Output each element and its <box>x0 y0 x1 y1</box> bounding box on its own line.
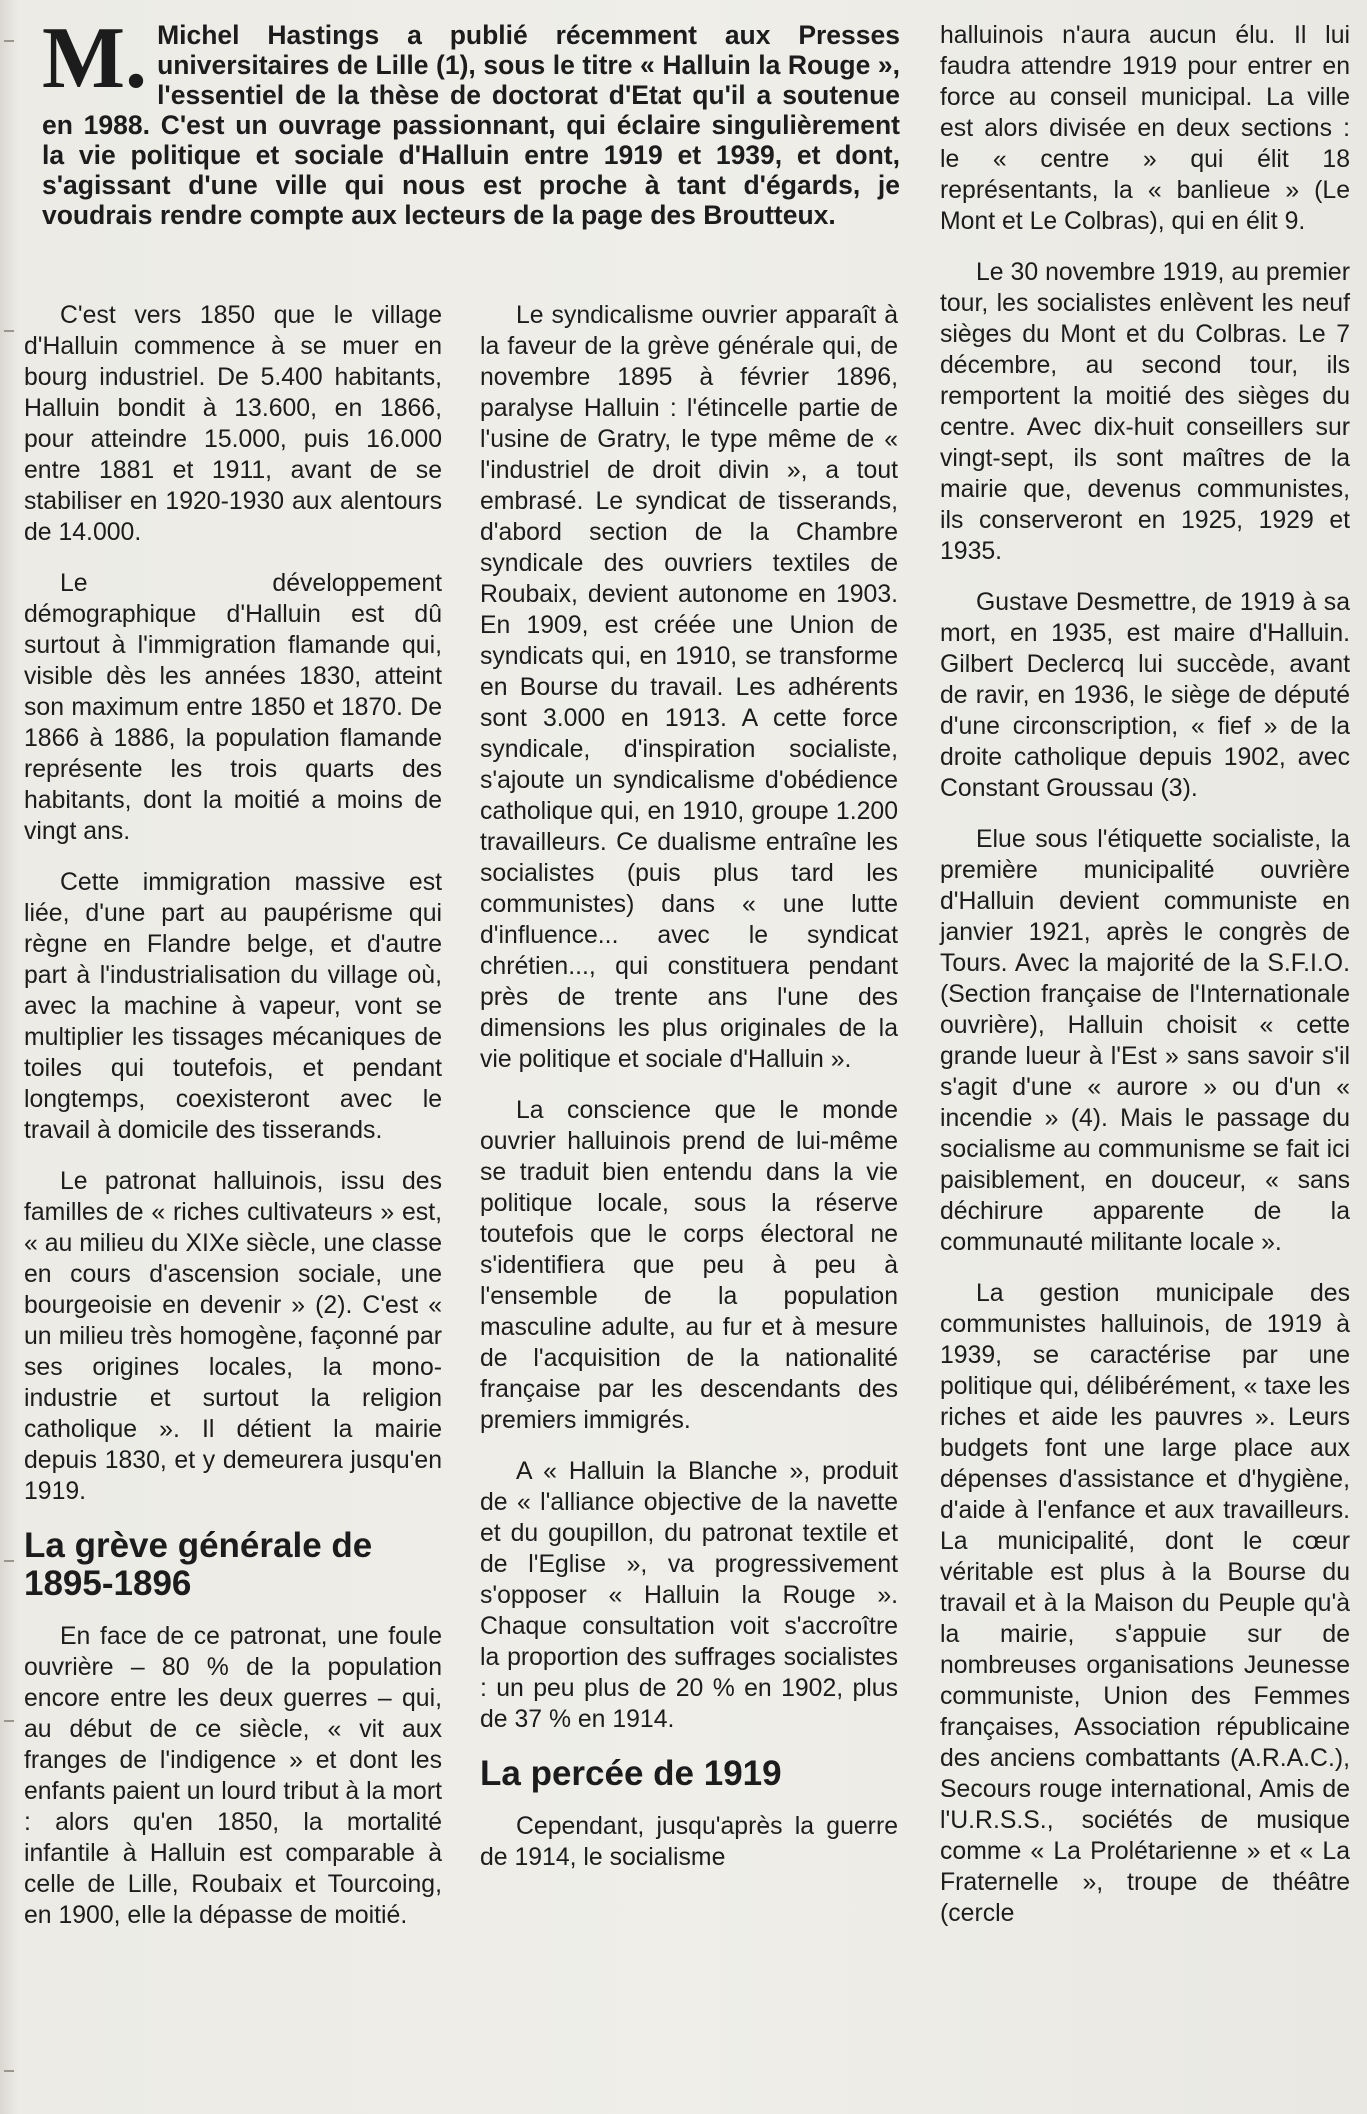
paragraph: Le syndicalisme ouvrier apparaît à la faveur de la grève générale qui, de novembre 1895 à février 1896, paralyse Halluin : l'étincelle partie de l'usine de Gratry, le type même de « l'industriel de droit divin », a tout embrasé. Le syndicat de tisserands, d'abord section de la Chambre syndicale des ouvriers textiles de Roubaix, devient autonome en 1903. En 1909, est créée une Union de syndicats qui, en 1910, se transforme en Bourse du travail. Les adhérents sont 3.000 en 1913. A cette force syndicale, d'inspiration socialiste, s'ajoute un syndicalisme d'obédience catholique qui, en 1910, groupe 1.200 travailleurs. Ce dualisme entraîne les socialistes (puis plus tard les communistes) dans « une lutte d'influence... avec le syndicat chrétien..., qui constituera pendant près de trente ans l'une des dimensions les plus originales de la vie politique et sociale d'Halluin ». <box>480 302 898 1073</box>
page-edge-mark <box>4 2070 14 2072</box>
section-heading: La grève générale de 1895-1896 <box>24 1526 373 1603</box>
paragraph: Gustave Desmettre, de 1919 à sa mort, en 1935, est maire d'Halluin. Gilbert Declercq lui succède, avant de ravir, en 1936, le siège de député d'une circonscription, « fief » de la droite catholique depuis 1902, avec Constant Groussau (3). <box>940 589 1350 802</box>
lead-paragraph <box>42 10 900 230</box>
page-edge-mark <box>4 40 14 42</box>
paragraph: Le développement démographique d'Halluin est dû surtout à l'immigration flamande qui, visible dès les années 1830, atteint son maximum entre 1850 et 1870. De 1866 à 1886, la population flamande représente les trois quarts des habitants, dont la moitié a moins de vingt ans. <box>24 570 442 845</box>
column-middle <box>480 300 898 1893</box>
paragraph: Cependant, jusqu'après la guerre de 1914, le socialisme <box>480 1813 898 1871</box>
article-lead <box>42 10 900 230</box>
page-edge-mark <box>4 330 14 332</box>
drop-cap: M. <box>42 10 148 107</box>
paragraph: Elue sous l'étiquette socialiste, la première municipalité ouvrière d'Halluin devient communiste en janvier 1921, après le congrès de Tours. Avec la majorité de la S.F.I.O. (Section française de l'Internationale ouvrière), Halluin choisit « cette grande lueur à l'Est » sans savoir s'il s'agit d'une « aurore » ou d'un « incendie » (4). Mais le passage du socialisme au communisme se fait ici paisiblement, en douceur, « sans déchirure apparente de la communauté militante locale ». <box>940 826 1350 1256</box>
paragraph: En face de ce patronat, une foule ouvrière – 80 % de la population encore entre les deux guerres – qui, au début de ce siècle, « vit aux franges de l'indigence » et dont les enfants paient un lourd tribut à la mort : alors qu'en 1850, la mortalité infantile à Halluin est comparable à celle de Lille, Roubaix et Tourcoing, en 1900, elle la dépasse de moitié. <box>24 1623 442 1929</box>
paragraph: La conscience que le monde ouvrier halluinois prend de lui-même se traduit bien entendu dans la vie politique locale, sous la réserve toutefois que le corps électoral ne s'identifiera que peu à peu à l'ensemble de la population masculine adulte, au fur et à mesure de l'acquisition de la nationalité française par les descendants des premiers immigrés. <box>480 1097 898 1434</box>
paragraph: C'est vers 1850 que le village d'Halluin commence à se muer en bourg industriel. De 5.400 habitants, Halluin bondit à 13.600, en 1866, pour atteindre 15.000, puis 16.000 entre 1881 et 1911, avant de se stabiliser en 1920-1930 aux alentours de 14.000. <box>24 302 442 546</box>
paragraph: Cette immigration massive est liée, d'une part au paupérisme qui règne en Flandre belge, et d'autre part à l'industrialisation du village où, avec la machine à vapeur, vont se multiplier les tissages mécaniques de toiles qui toutefois, et pendant longtemps, coexisteront avec le travail à domicile des tisserands. <box>24 869 442 1144</box>
paragraph: Le 30 novembre 1919, au premier tour, les socialistes enlèvent les neuf sièges du Mont et du Colbras. Le 7 décembre, au second tour, ils remportent la moitié des sièges du centre. Avec dix-huit conseillers sur vingt-sept, ils sont maîtres de la mairie que, devenus communistes, ils conserveront en 1925, 1929 et 1935. <box>940 259 1350 565</box>
page-edge-mark <box>4 1720 14 1722</box>
column-right <box>940 20 1350 1949</box>
column-left <box>24 300 442 1951</box>
lead-text: Michel Hastings a publié récemment aux Presses universitaires de Lille (1), sous le titre « Halluin la Rouge », l'essentiel de la thèse de doctorat d'Etat qu'il a soutenue en 1988. C'est un ouvrage passionnant, qui éclaire singulièrement la vie politique et sociale d'Halluin entre 1919 et 1939, et dont, s'agissant d'une ville qui nous est proche à tant d'égards, je voudrais rendre compte aux lecteurs de la page des Broutteux. <box>42 20 900 230</box>
page-edge-mark <box>4 1560 14 1562</box>
paragraph: A « Halluin la Blanche », produit de « l'alliance objective de la navette et du goupillon, du patronat textile et de l'Eglise », va progressivement s'opposer « Halluin la Rouge ». Chaque consultation voit s'accroître la proportion des suffrages socialistes : un peu plus de 20 % en 1902, plus de 37 % en 1914. <box>480 1458 898 1733</box>
section-heading: La percée de 1919 <box>480 1754 782 1793</box>
paragraph: La gestion municipale des communistes halluinois, de 1919 à 1939, se caractérise par une politique qui, délibérément, « taxe les riches et aide les pauvres ». Leurs budgets font une large place aux dépenses d'assistance et d'hygiène, d'aide à l'enfance et aux travailleurs. La municipalité, dont le cœur véritable est plus à la Bourse du travail et à la Maison du Peuple qu'à la mairie, s'appuie sur de nombreuses organisations Jeunesse communiste, Union des Femmes françaises, Association républicaine des anciens combattants (A.R.A.C.), Secours rouge international, Amis de l'U.R.S.S., sociétés de musique comme « La Prolétarienne » et « La Fraternelle », troupe de théâtre (cercle <box>940 1280 1350 1927</box>
paragraph: Le patronat halluinois, issu des familles de « riches cultivateurs » est, « au milieu du XIXe siècle, une classe en cours d'ascension sociale, une bourgeoisie en devenir » (2). C'est « un milieu très homogène, façonné par ses origines locales, la mono-industrie et surtout la religion catholique ». Il détient la mairie depuis 1830, et y demeurera jusqu'en 1919. <box>24 1168 442 1505</box>
paragraph: halluinois n'aura aucun élu. Il lui faudra attendre 1919 pour entrer en force au conseil municipal. La ville est alors divisée en deux sections : le « centre » qui élit 18 représentants, la « banlieue » (Le Mont et Le Colbras), qui en élit 9. <box>940 22 1350 235</box>
